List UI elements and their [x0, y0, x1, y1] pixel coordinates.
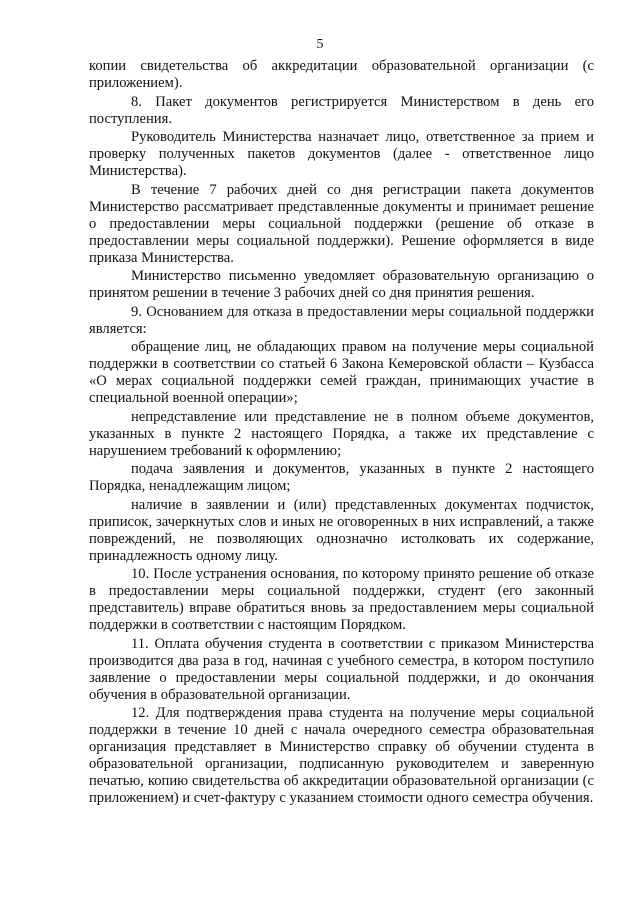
page-number: 5	[316, 37, 324, 52]
paragraph-responsible-person: Руководитель Министерства назначает лицо, ответственное за прием и проверку полученных пакетов документов (далее - ответственное лицо Министерства).	[89, 129, 594, 179]
document-body	[89, 58, 594, 809]
paragraph-notification: Министерство письменно уведомляет образовательную организацию о принятом решении в течение 3 рабочих дней со дня принятия решения.	[89, 268, 594, 301]
paragraph-refusal-reason-2: непредставление или представление не в полном объеме документов, указанных в пункте 2 настоящего Порядка, а также их представление с нарушением требований к оформлению;	[89, 408, 594, 459]
paragraph-continuation: копии свидетельства об аккредитации образовательной организации (с приложением).	[89, 58, 594, 91]
paragraph-item-8: 8. Пакет документов регистрируется Министерством в день его поступления.	[89, 93, 594, 127]
paragraph-item-12: 12. Для подтверждения права студента на получение меры социальной поддержки в течение 10 дней с начала очередного семестра образовательная организация представляет в Министерство справку об обучении студента в образовательной организации, подписанную руководителем и заверенную печатью, копию свидетельства об аккредитации образовательной организации (с приложением) и счет-фактуру с указанием стоимости одного семестра обучения.	[89, 705, 594, 806]
paragraph-item-11: 11. Оплата обучения студента в соответствии с приказом Министерства производится два раза в год, начиная с учебного семестра, в котором поступило заявление о предоставлении меры социальной поддержки, и до окончания обучения в образовательной организации.	[89, 635, 594, 703]
paragraph-refusal-reason-3: подача заявления и документов, указанных в пункте 2 настоящего Порядка, ненадлежащим лицом;	[89, 461, 594, 494]
paragraph-item-10: 10. После устранения основания, по которому принято решение об отказе в предоставлении меры социальной поддержки, студент (его законный представитель) вправе обратиться вновь за предоставлением меры социальной поддержки в соответствии с настоящим Порядком.	[89, 566, 594, 633]
paragraph-item-9: 9. Основанием для отказа в предоставлении меры социальной поддержки является:	[89, 303, 594, 337]
paragraph-refusal-reason-1: обращение лиц, не обладающих правом на получение меры социальной поддержки в соответствии со статьей 6 Закона Кемеровской области – Кузбасса «О мерах социальной поддержки семей граждан, принимающих участие в специальной военной операции»;	[89, 339, 594, 406]
paragraph-review-period: В течение 7 рабочих дней со дня регистрации пакета документов Министерство рассматривает представленные документы и принимает решение о предоставлении меры социальной поддержки (решение об отказе в предоставлении меры социальной поддержки). Решение оформляется в виде приказа Министерства.	[89, 181, 594, 266]
paragraph-refusal-reason-4: наличие в заявлении и (или) представленных документах подчисток, приписок, зачеркнутых слов и иных не оговоренных в них исправлений, а также повреждений, не позволяющих однозначно истолковать их содержание, принадлежность одному лицу.	[89, 496, 594, 564]
